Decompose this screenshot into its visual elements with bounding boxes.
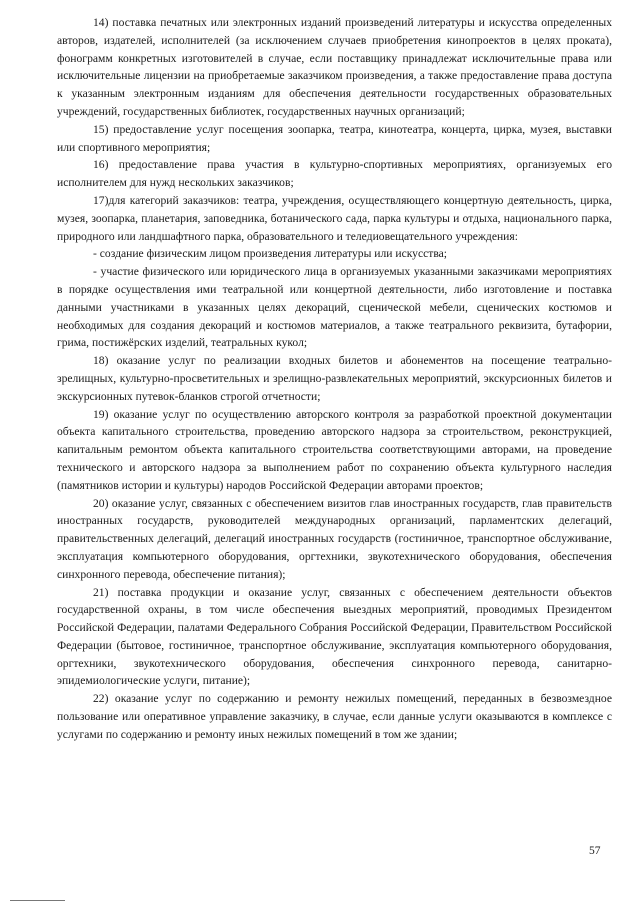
page-number: 57 — [589, 845, 601, 857]
paragraph-subitem-creation: - создание физическим лицом произведения литературы или искусства; — [93, 247, 448, 261]
paragraph-item-14: 14) поставка печатных или электронных изданий произведений литературы и искусства определенных авторов, издателей, исполнителей (за исключением случаев приобретения кинопроектов в целях проката), фонограмм конкретных изготовителей в случае, если поставщику принадлежат исключительные права или исключительные лицензии на приобретаемые заказчиком произведения, а также предоставление права доступа к указанным электронным изданиям для обеспечения деятельности государственных образовательных учреждений, государственных библиотек, государственных научных организаций; — [57, 16, 612, 118]
paragraph-item-16: 16) предоставление права участия в культурно-спортивных мероприятиях, организуемых его исполнителем для нужд нескольких заказчиков; — [57, 158, 612, 190]
paragraph-item-18: 18) оказание услуг по реализации входных билетов и абонементов на посещение театрально-зрелищных, культурно-просветительных и зрелищно-развлекательных мероприятий, экскурсионных билетов и экскурсионных путевок-бланков строгой отчетности; — [57, 354, 612, 403]
paragraph-item-22: 22) оказание услуг по содержанию и ремонту нежилых помещений, переданных в безвозмездное пользование или оперативное управление заказчику, в случае, если данные услуги оказываются в комплексе с услугами по содержанию и ремонту иных нежилых помещений в том же здании; — [57, 692, 612, 741]
document-body — [57, 14, 612, 744]
paragraph-item-17: 17)для категорий заказчиков: театра, учреждения, осуществляющего концертную деятельность, цирка, музея, зоопарка, планетария, заповедника, ботанического сада, парка культуры и отдыха, национального парка, природного или ландшафтного парка, образовательного и теледиовещательного учреждения: — [57, 193, 612, 243]
paragraph-item-19: 19) оказание услуг по осуществлению авторского контроля за разработкой проектной документации объекта капитального строительства, проведению авторского надзора за строительством, реконструкцией, капитальным ремонтом объекта капитального строительства соответствующими авторами, на проведение технического и авторского надзора за выполнением работ по сохранению объекта культурного наследия (памятников истории и культуры) народов Российской Федерации авторами проектов; — [57, 407, 612, 492]
paragraph-item-15: 15) предоставление услуг посещения зоопарка, театра, кинотеатра, концерта, цирка, музея, выставки или спортивного мероприятия; — [57, 122, 612, 154]
scan-artifact-line — [10, 900, 65, 901]
paragraph-item-21: 21) поставка продукции и оказание услуг, связанных с обеспечением деятельности объектов государственной охраны, в том числе обеспечения выездных мероприятий, проводимых Президентом Российской Федерации, палатами Федерального Собрания Российской Федерации, Правительством Российской Федерации (бытовое, гостиничное, транспортное обслуживание, эксплуатация компьютерного оборудования, оргтехники, звукотехнического оборудования, обеспечения синхронного перевода, санитарно-эпидемиологические услуги, питание); — [57, 585, 612, 688]
paragraph-subitem-participation: - участие физического или юридического лица в организуемых указанными заказчиками мероприятиях в порядке осуществления ими театральной или концертной деятельности, либо изготовление и поставка данными участниками в указанных целях декораций, сценической мебели, сценических костюмов и необходимых для создания декораций и костюмов материалов, а также театрального реквизита, бутафории, грима, постижёрских изделий, театральных кукол; — [57, 265, 612, 350]
paragraph-item-20: 20) оказание услуг, связанных с обеспечением визитов глав иностранных государств, глав правительств иностранных государств, руководителей международных организаций, парламентских делегаций, правительственных делегаций, делегаций иностранных государств (гостиничное, транспортное обслуживание, эксплуатация компьютерного оборудования, оргтехники, звукотехнического оборудования, обеспечения синхронного перевода, обеспечение питания); — [57, 496, 612, 581]
